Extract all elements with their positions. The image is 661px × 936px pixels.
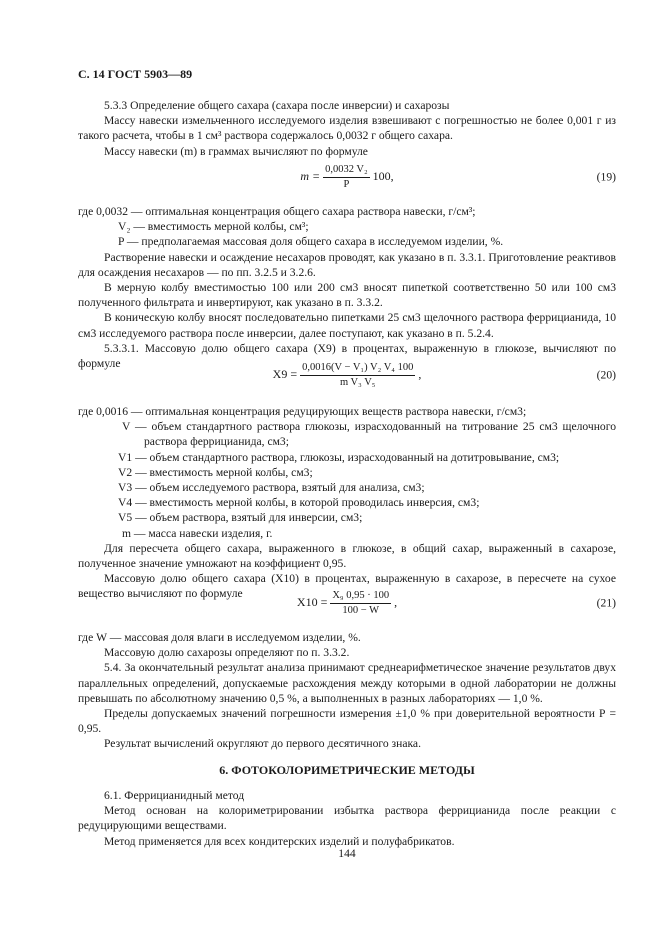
formula-19-number: (19) <box>596 170 616 184</box>
definition-line: где 0,0016 — оптимальная концентрация редуцирующих веществ раствора навески, г/см3; <box>78 405 527 418</box>
formula-19-tail: 100, <box>372 169 394 184</box>
formula-19-denominator: P <box>343 178 350 190</box>
formula-19-fraction <box>323 164 370 191</box>
paragraph-12: Результат вычислений округляют до первого десятичного знака. <box>104 737 421 751</box>
paragraph-1: Массу навески измельченного исследуемого изделия взвешивают с погрешностью не более 0,001 г из такого расчета, чтобы в 1 см³ раствора содержалось 0,0032 г общего сахара. <box>78 114 616 143</box>
definition-line: V1 — объем стандартного раствора, глюкозы, израсходованный на дотитровывание, см3; <box>118 450 560 464</box>
formula-20-numerator: 0,0016(V − V₁) V₂ V₄ 100 <box>300 362 415 376</box>
paragraph-2: Массу навески (m) в граммах вычисляют по формуле <box>104 144 368 158</box>
formula-20-lhs: Х9 = <box>272 367 298 382</box>
section-533-title: 5.3.3 Определение общего сахара (сахара после инверсии) и сахарозы <box>104 99 450 112</box>
formula-20-fraction <box>300 362 415 389</box>
paragraph-5: В коническую колбу вносят последовательно пипетками 25 см3 щелочного раствора феррицианида, 10 см3 исследуемого раствора после инверсии, далее поступают, как указано в п. 5.2.4. <box>78 311 616 340</box>
paragraph-7: Для пересчета общего сахара, выраженного в глюкозе, в общий сахар, выраженный в сахарозе, полученное значение умножают на коэффициент 0,95. <box>78 541 616 571</box>
definition-line: V — объем стандартного раствора глюкозы, израсходованный на титрование 25 см3 щелочного раствора феррицианида, см3; <box>122 420 616 449</box>
formula-20-definitions <box>78 404 616 602</box>
block-533 <box>78 98 616 159</box>
formula-20-tail: , <box>418 367 422 382</box>
paragraph-10: 5.4. За окончательный результат анализа принимают среднеарифметическое значение результатов двух параллельных определений, допускаемые расхождения между которыми в одной лаборатории не должны превышать по абсолютному значению 0,5 %, а выполненных в разных лабораториях — 1,0 %. <box>78 661 616 705</box>
formula-19-definitions <box>78 204 616 371</box>
paragraph-6: 5.3.3.1. Массовую долю общего сахара (Х9) в процентах, выраженную в глюкозе, вычисляют по формуле <box>78 341 616 371</box>
paragraph-11: Пределы допускаемых значений погрешности измерения ±1,0 % при доверительной вероятности Р = 0,95. <box>78 707 616 736</box>
page-number: 144 <box>338 847 356 860</box>
definition-line: V4 — вместимость мерной колбы, в которой проводилась инверсия, см3; <box>118 496 480 510</box>
paragraph-13: 6.1. Феррицианидный метод <box>104 789 245 802</box>
formula-19-lhs: m = <box>300 169 321 184</box>
paragraph-3: Растворение навески и осаждение несахаров проводят, как указано в п. 3.3.1. Приготовление реактивов для осаждения несахаров — по пп. 3.2.5 и 3.2.6. <box>78 250 616 279</box>
paragraph-4: В мерную колбу вместимостью 100 или 200 см3 вносят пипеткой соответственно 50 или 100 см3 полученного фильтрата и инвертируют, как указано в п. 3.3.2. <box>78 281 616 310</box>
final-block <box>78 630 616 752</box>
definition-line: V3 — объем исследуемого раствора, взятый для анализа, см3; <box>118 481 425 495</box>
formula-21-fraction <box>330 590 391 617</box>
definition-line: m — масса навески изделия, г. <box>122 526 273 540</box>
paragraph-15: Метод применяется для всех кондитерских изделий и полуфабрикатов. <box>104 834 455 848</box>
formula-19-numerator: 0,0032 V₂ <box>323 164 370 178</box>
definition-line: где W — массовая доля влаги в исследуемом изделии, %. <box>78 631 361 644</box>
formula-21-denominator: 100 − W <box>342 604 380 616</box>
definition-line: V2 — вместимость мерной колбы, см3; <box>118 465 313 479</box>
formula-21 <box>78 584 616 622</box>
paragraph-9: Массовую долю сахарозы определяют по п. 3.3.2. <box>104 646 350 660</box>
section-6-title: 6. ФОТОКОЛОРИМЕТРИЧЕСКИЕ МЕТОДЫ <box>219 763 475 777</box>
formula-21-number: (21) <box>596 596 616 610</box>
definition-line: V₂ — вместимость мерной колбы, см³; <box>118 220 309 234</box>
definition-line: V5 — объем раствора, взятый для инверсии, см3; <box>118 511 363 525</box>
paragraph-8: Массовую долю общего сахара (Х10) в процентах, выраженную в сахарозе, в пересчете на сухое вещество вычисляют по формуле <box>78 572 616 601</box>
paragraph-14: Метод основан на колориметрировании избытка раствора феррицианида после реакции с редуцирующими веществами. <box>78 804 616 833</box>
formula-19 <box>78 158 616 196</box>
page-header: С. 14 ГОСТ 5903—89 <box>78 67 193 81</box>
formula-20-number: (20) <box>596 368 616 382</box>
definition-line: где 0,0032 — оптимальная концентрация общего сахара раствора навески, г/см³; <box>78 205 476 218</box>
section-6-body <box>78 788 616 849</box>
formula-21-numerator: X₉ 0,95 · 100 <box>330 590 391 604</box>
formula-21-tail: , <box>394 595 398 610</box>
formula-20-denominator: m V₃ V₅ <box>339 376 376 388</box>
formula-21-lhs: Х10 = <box>296 595 328 610</box>
formula-20 <box>78 356 616 394</box>
definition-line: P — предполагаемая массовая доля общего сахара в исследуемом изделии, %. <box>118 235 504 249</box>
